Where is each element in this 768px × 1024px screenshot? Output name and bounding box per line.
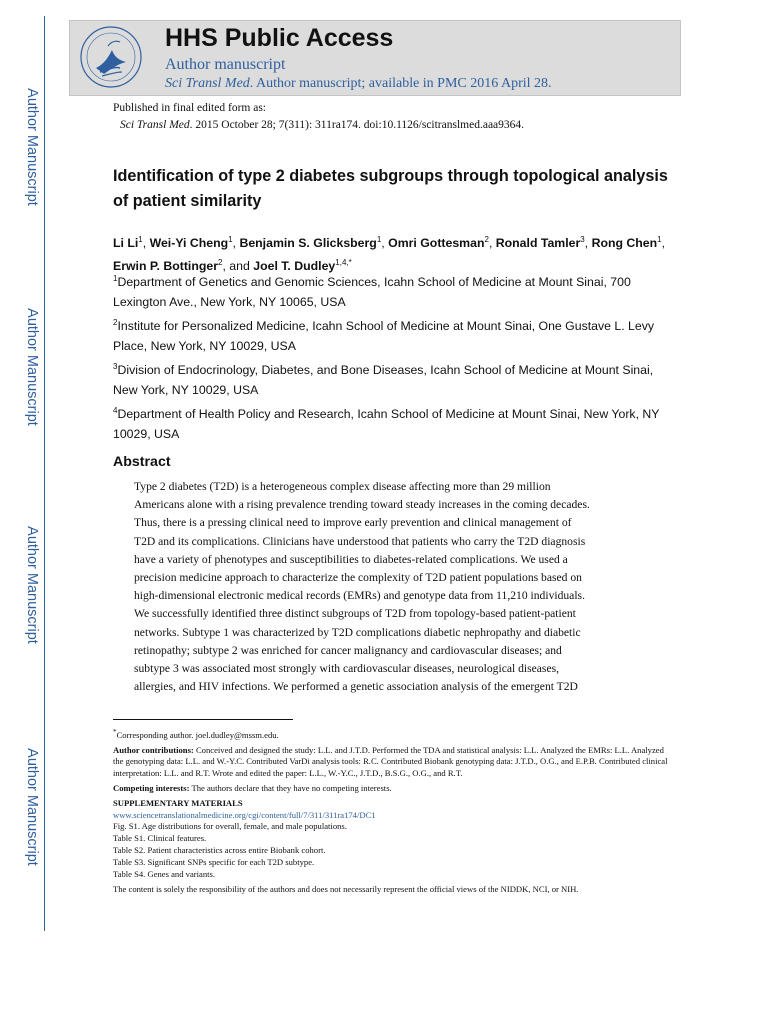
side-label-1: Author Manuscript: [24, 88, 40, 206]
hhs-public-access-title: HHS Public Access: [165, 24, 394, 52]
side-label-2: Author Manuscript: [24, 308, 40, 426]
corresponding-author: *Corresponding author. joel.dudley@mssm.edu.: [113, 728, 279, 740]
author-manuscript-label: Author manuscript: [165, 56, 286, 73]
affiliation-1: $^1$Department of Genetics and Genomic Sciences, Icahn School of Medicine at Mount Sinai, 700 Lexington Ave., New York, NY 10065, USA: [113, 274, 631, 310]
margin-rule: [44, 16, 45, 931]
affiliation-2: $^2$Institute for Personalized Medicine, Icahn School of Medicine at Mount Sinai, One Gustave L. Levy Place, New York, NY 10029, USA: [113, 318, 655, 354]
pmc-availability: Sci Transl Med. Author manuscript; available in PMC 2016 April 28.: [165, 76, 552, 91]
abstract-body: Type 2 diabetes (T2D) is a heterogeneous complex disease affecting more than 29 million Americans alone with a rising prevalence trending toward steady increases in the coming decades. Thus, there is a pressing clinical need to improve early prevention and clinical management of T2D and its complications. Clinicians have understood that patients who carry the T2D diagnosis have a variety of phenotypes and susceptibilities to diabetes-related complications. We used a precision medicine approach to characterize the complexity of T2D patient populations based on high-dimensional electronic medical records (EMRs) and genotype data from 11,210 individuals. We successfully identified three distinct subgroups of T2D from topology-based patient-patient networks. Subtype 1 was characterized by T2D complications diabetic nephropathy and diabetic retinopathy; subtype 2 was enriched for cancer malignancy and cardiovascular diseases; and subtype 3 was associated most strongly with cardiovascular diseases, neurological diseases, allergies, and HIV infections. We performed a genetic association analysis of the emergent T2D: [134, 480, 590, 694]
author-list: Li Li$^1$, Wei-Yi Cheng$^1$, Benjamin S. Glicksberg$^1$, Omri Gottesman$^2$, Ronald Tamler$^3$, Rong Chen$^1$, Erwin P. Bottinger$^2$, and Joel T. Dudley$^{1,4,*}$: [113, 235, 666, 274]
footnote-rule: [113, 719, 293, 720]
supplementary-link[interactable]: www.sciencetranslationalmedicine.org/cgi/content/full/7/311/311ra174/DC1: [113, 809, 376, 820]
supplementary-materials: SUPPLEMENTARY MATERIALS www.sciencetranslationalmedicine.org/cgi/content/full/7/311/311ra174/DC1 Fig. S1. Age distributions for overall, female, and male populations. Table S1. Clinical features. Table S2. Patient characteristics across entire Biobank cohort. Table S3. Significant SNPs specific for each T2D subtype. Table S4. Genes and variants.: [113, 798, 673, 881]
article-title: Identification of type 2 diabetes subgroups through topological analysis of patient similarity: [113, 167, 668, 210]
hhs-logo-icon: [78, 24, 144, 90]
abstract-heading: Abstract: [113, 454, 171, 470]
affiliation-4: $^4$Department of Health Policy and Research, Icahn School of Medicine at Mount Sinai, New York, NY 10029, USA: [113, 406, 660, 442]
competing-interests: Competing interests: The authors declare that they have no competing interests.: [113, 783, 392, 794]
side-label-3: Author Manuscript: [24, 526, 40, 644]
footnotes: [113, 727, 673, 899]
affiliation-3: $^3$Division of Endocrinology, Diabetes, and Bone Diseases, Icahn School of Medicine at Mount Sinai, New York, NY 10029, USA: [113, 362, 654, 398]
side-label-4: Author Manuscript: [24, 748, 40, 866]
published-info: Published in final edited form as: Sci Transl Med. 2015 October 28; 7(311): 311ra174. doi:10.1126/scitranslmed.aaa9364.: [113, 102, 525, 131]
disclaimer: The content is solely the responsibility of the authors and does not necessarily represent the official views of the NIDDK, NCI, or NIH.: [113, 884, 579, 895]
author-contributions: Author contributions: Conceived and designed the study: L.L. and J.T.D. Performed the TDA and statistical analysis: L.L. Analyzed the EMRs: L.L. Analyzed the genotyping data: L.L. and W.-Y.C. Contributed VarDi analysis tools: R.C. Contributed Biobank genotyping data: J.T.D., O.G., and E.P.B. Contributed clinical interpretation: L.L. and R.T. Wrote and edited the paper: L.L., W.-Y.C., J.T.D., B.S.G., O.G., and R.T.: [113, 744, 668, 779]
